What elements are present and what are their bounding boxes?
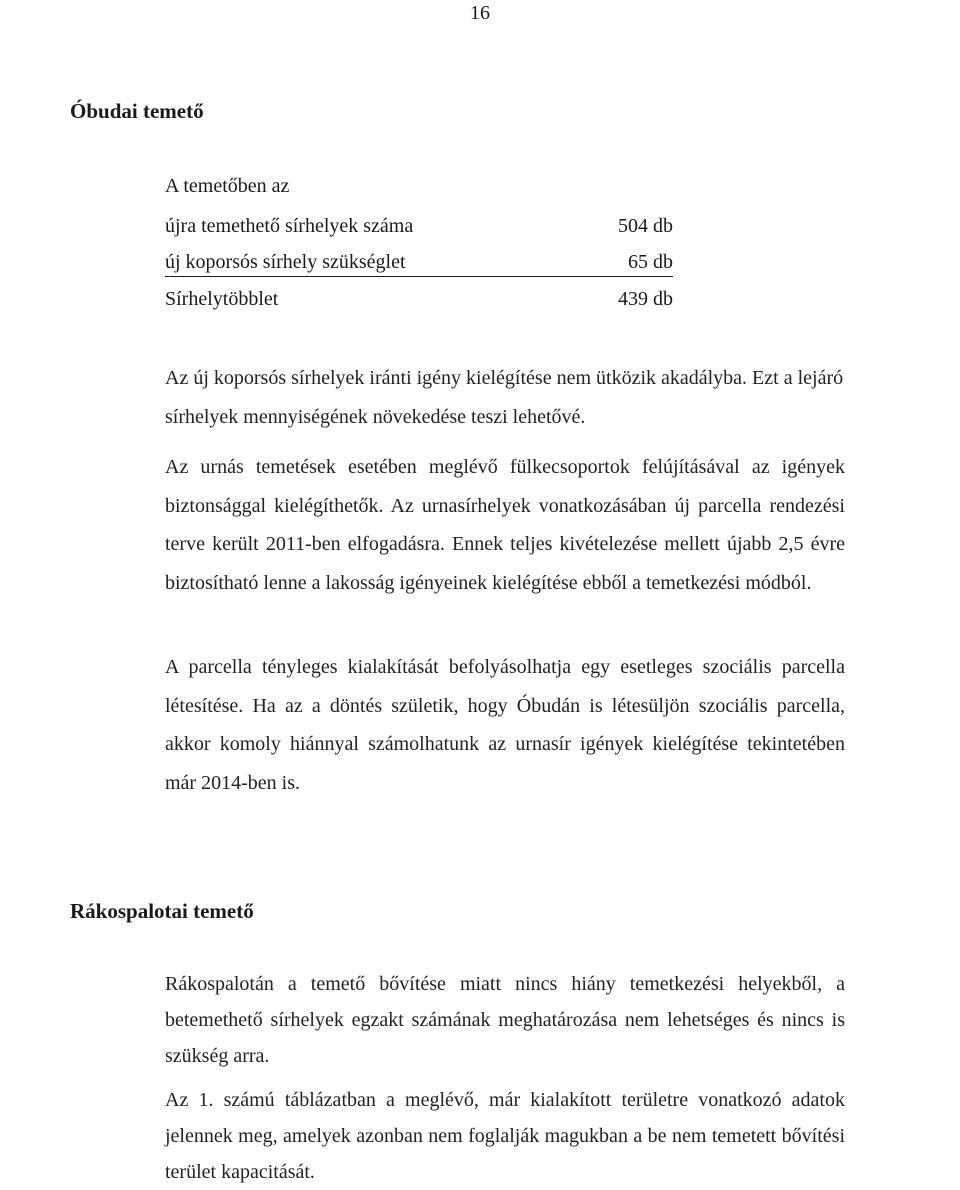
stat-row-new-plot-demand	[165, 251, 673, 279]
stat-label: újra temethető sírhelyek száma	[165, 215, 414, 237]
paragraph-rakospalota-2: Az 1. számú táblázatban a meglévő, már kialakított területre vonatkozó adatok jelennek meg, amelyek azonban nem foglalják magukban a be nem temetett bővítési terület kapacitását.	[165, 1089, 845, 1183]
sum-underline	[165, 276, 673, 277]
stat-value: 65 db	[628, 251, 673, 273]
paragraph-obuda-1: Az új koporsós sírhelyek iránti igény kielégítése nem ütközik akadályba. Ezt a lejáró sírhelyek mennyiségének növekedése teszi lehetővé.	[165, 367, 844, 428]
section-title-obuda: Óbudai temető	[70, 99, 204, 123]
paragraph-obuda-3: A parcella tényleges kialakítását befolyásolhatja egy esetleges szociális parcella létesítése. Ha az a döntés születik, hogy Óbudán is létesüljön szociális parcella, akkor komoly hiánnyal számolhatunk az urnasír igények kielégítése tekintetében már 2014-ben is.	[165, 656, 845, 794]
stat-label: új koporsós sírhely szükséglet	[165, 251, 406, 273]
section-title-rakospalota: Rákospalotai temető	[70, 899, 254, 923]
stat-value: 439 db	[618, 288, 673, 310]
page-number: 16	[470, 2, 490, 24]
stat-row-reusable-plots	[165, 215, 673, 243]
paragraph-obuda-2: Az urnás temetések esetében meglévő fülkecsoportok felújításával az igények biztonsággal kielégíthetők. Az urnasírhelyek vonatkozásában új parcella rendezési terve került 2011-ben elfogadásra. Ennek teljes kivételezése mellett újabb 2,5 évre biztosítható lenne a lakosság igényeinek kielégítése ebből a temetkezési módból.	[165, 456, 845, 594]
stats-intro: A temetőben az	[165, 175, 290, 197]
stat-row-plot-surplus	[165, 288, 673, 316]
paragraph-rakospalota-1: Rákospalotán a temető bővítése miatt nincs hiány temetkezési helyekből, a betemethető sírhelyek egzakt számának meghatározása nem lehetséges és nincs is szükség arra.	[165, 973, 845, 1067]
stat-label: Sírhelytöbblet	[165, 288, 279, 310]
stat-value: 504 db	[618, 215, 673, 237]
